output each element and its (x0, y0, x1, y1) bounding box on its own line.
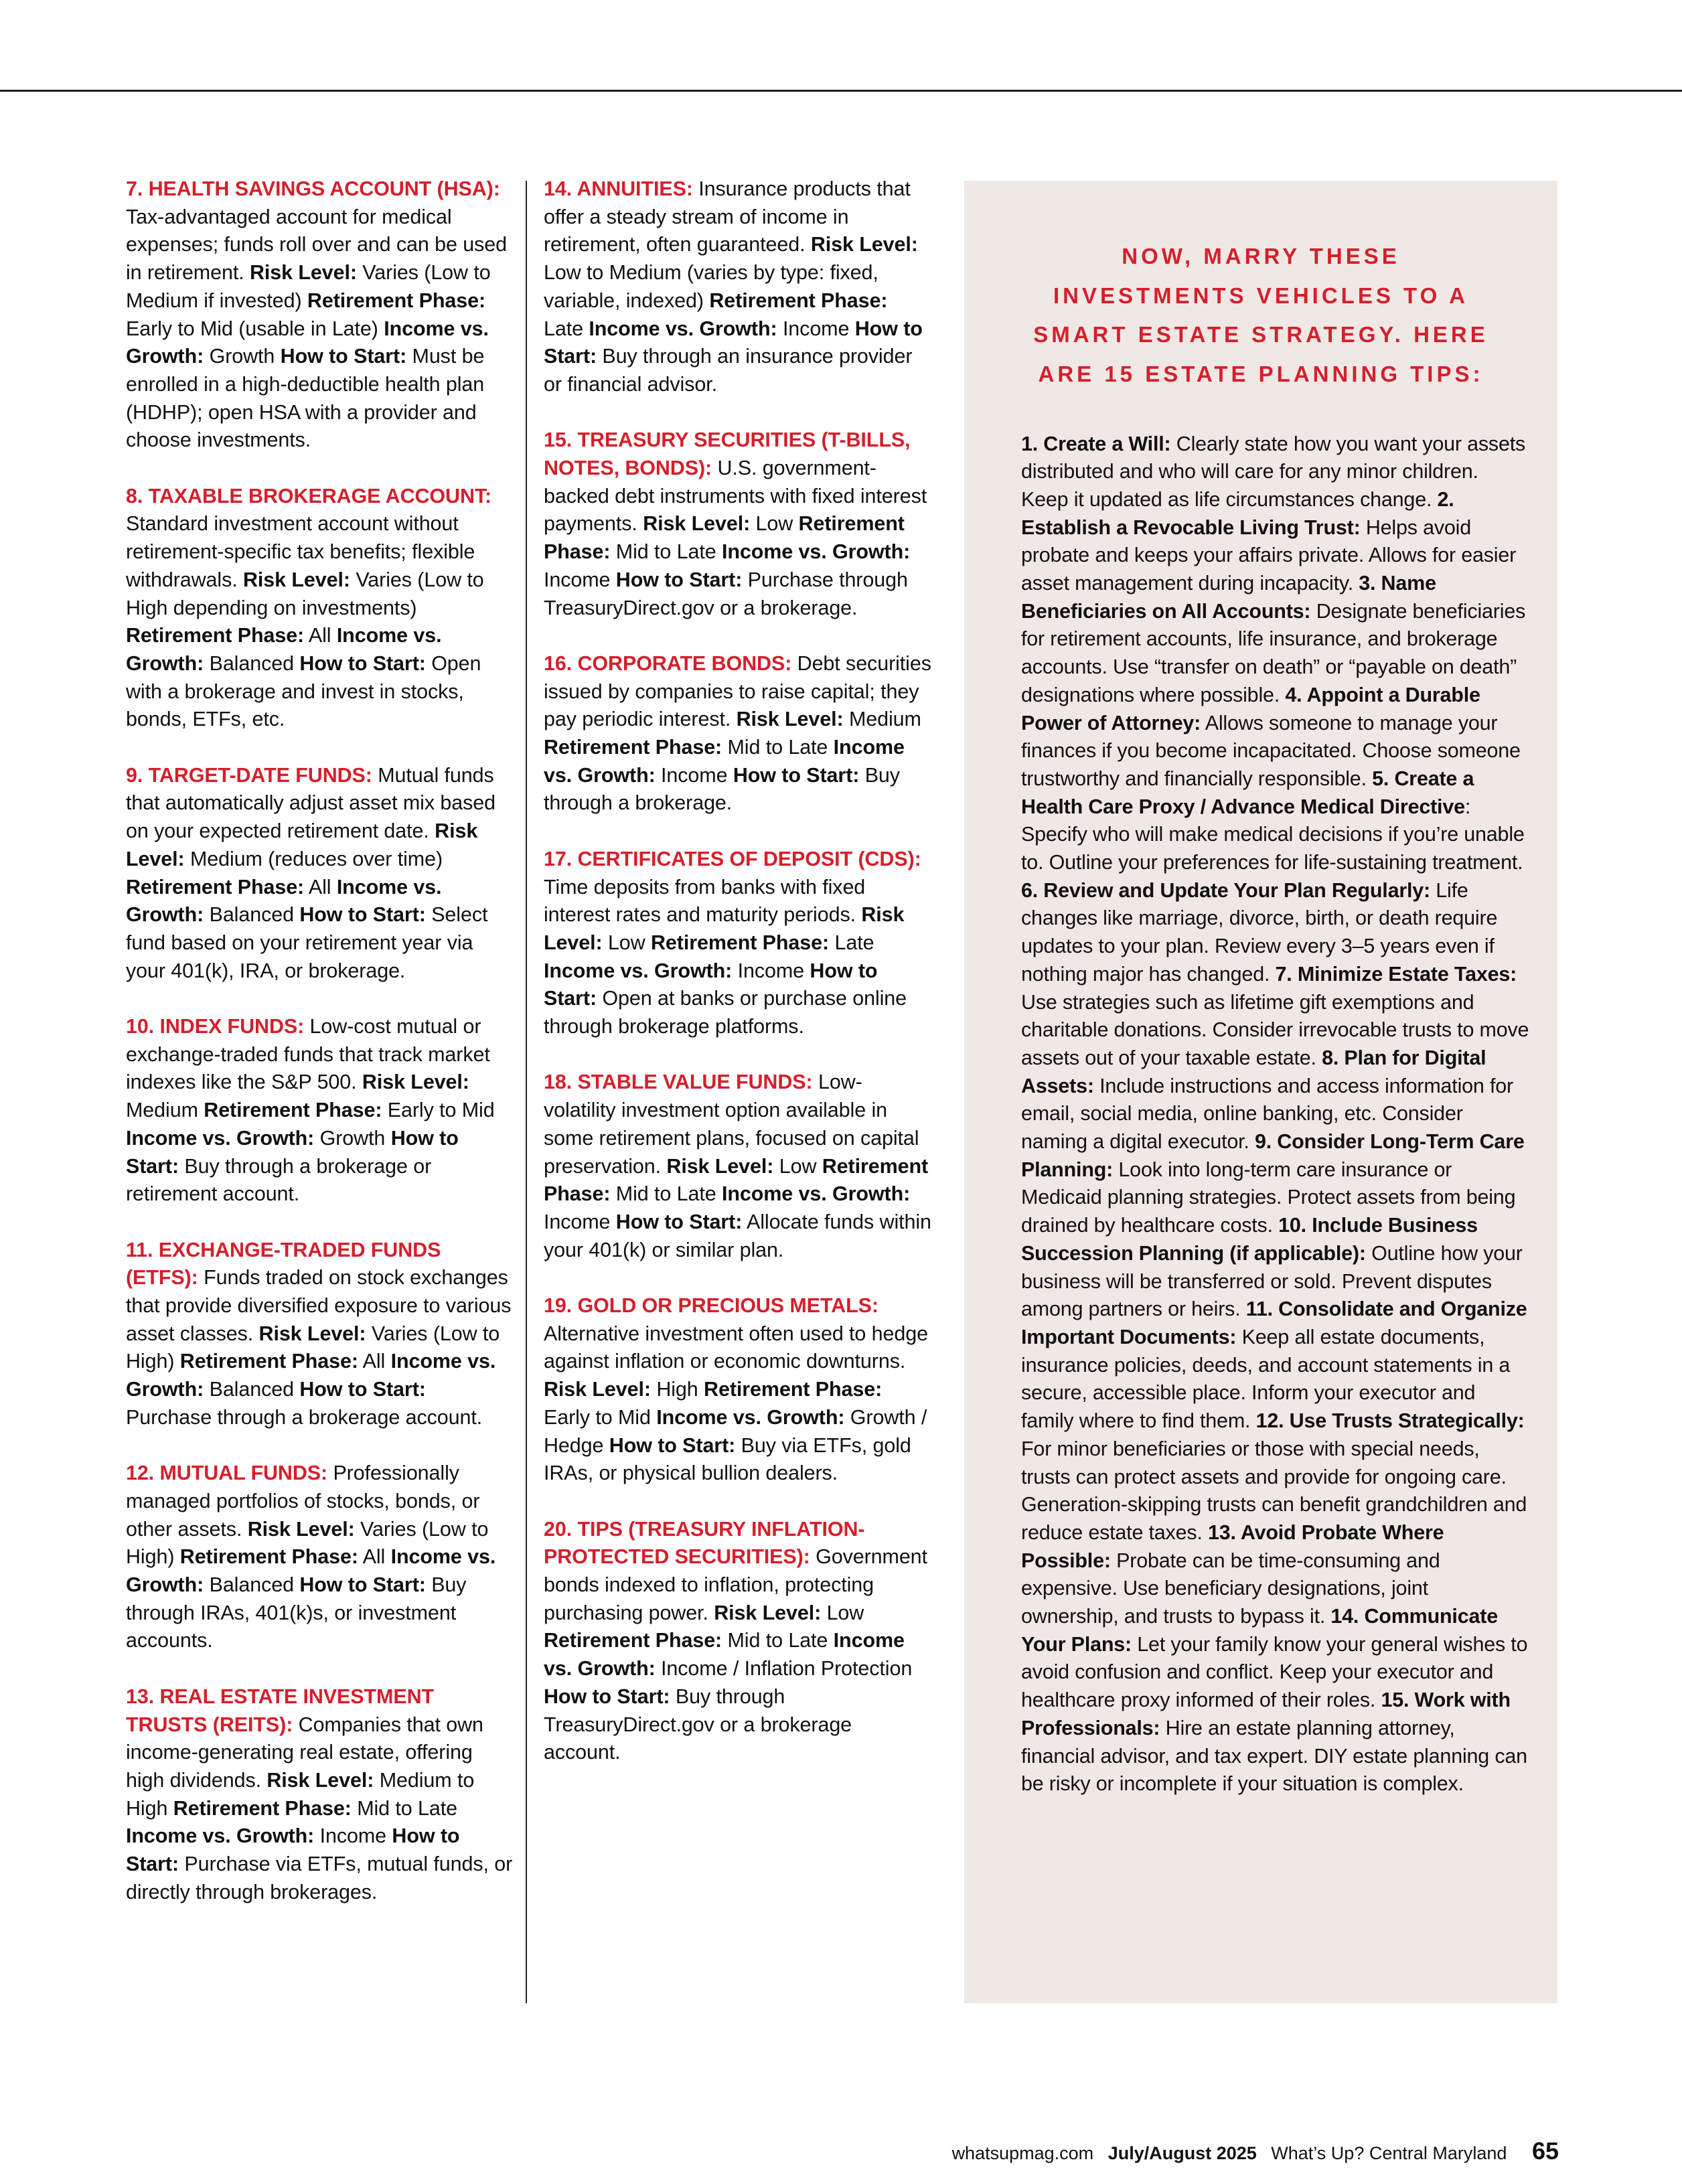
how-to-start-value: Purchase via ETFs, mutual funds, or directly through brokerages. (126, 1853, 513, 1903)
income-growth-value: Income / Inflation Protection (661, 1657, 913, 1681)
phase-value: Late (834, 931, 874, 954)
how-to-start-label: How to Start: (733, 763, 860, 787)
tip-text: Use strategies such as lifetime gift exemptions and charitable donations. Consider irrevocable trusts to move assets out of your taxable estate. (1021, 990, 1529, 1069)
entry-title: 18. STABLE VALUE FUNDS: (544, 1071, 813, 1094)
income-growth-value: Growth (319, 1126, 386, 1150)
income-growth-label: Income vs. Growth: (126, 1350, 496, 1401)
tip-title: 11. Consolidate and Organize Important Documents: (1021, 1298, 1527, 1348)
phase-label: Retirement Phase: (179, 1350, 358, 1373)
phase-value: Early to Mid (387, 1099, 495, 1122)
risk-label: Risk Level: (247, 1517, 355, 1541)
investment-entry (126, 762, 514, 986)
risk-label: Risk Level: (666, 1154, 774, 1178)
phase-value: Mid to Late (727, 1629, 828, 1652)
how-to-start-label: How to Start: (126, 1824, 460, 1876)
tip-title: 14. Communicate Your Plans: (1021, 1605, 1498, 1656)
column-divider (526, 181, 527, 2003)
how-to-start-label: How to Start: (299, 903, 426, 927)
income-growth-value: Balanced (209, 903, 294, 927)
income-growth-value: Balanced (209, 1378, 294, 1401)
risk-value: Low (826, 1601, 864, 1624)
how-to-start-label: How to Start: (126, 1126, 459, 1178)
risk-value: Medium (126, 1099, 198, 1122)
how-to-start-label: How to Start: (299, 651, 426, 675)
entry-description: Low-cost mutual or exchange-traded funds that track market indexes like the S&P 500. (126, 1015, 490, 1094)
risk-label: Risk Level: (643, 512, 751, 536)
tip-title: 9. Consider Long-Term Care Planning: (1021, 1130, 1525, 1181)
income-growth-label: Income vs. Growth: (544, 736, 905, 787)
risk-value: Varies (Low to Medium if invested) (126, 261, 491, 312)
entry-description: Time deposits from banks with fixed interest rates and maturity periods. (544, 875, 866, 927)
tip-text: Include instructions and access information for email, social media, online banking, etc. Consider naming a digital executor. (1021, 1074, 1513, 1154)
risk-label: Risk Level: (266, 1768, 374, 1792)
entry-description: Low-volatility investment option available in some retirement plans, focused on capital preservation. (544, 1071, 919, 1178)
phase-value: All (362, 1545, 386, 1569)
phase-label: Retirement Phase: (709, 289, 888, 312)
risk-label: Risk Level: (362, 1071, 469, 1094)
investment-entry (126, 1237, 514, 1432)
phase-value: Mid to Late (615, 1182, 716, 1206)
income-growth-value: Income (737, 959, 805, 982)
phase-value: Late (544, 317, 583, 340)
income-growth-value: Balanced (209, 1573, 294, 1597)
income-growth-label: Income vs. Growth: (126, 875, 442, 927)
entry-description: Standard investment account without retirement-specific tax benefits; flexible withdrawals. (126, 512, 475, 591)
phase-label: Retirement Phase: (126, 624, 305, 647)
phase-label: Retirement Phase: (650, 931, 830, 954)
tip-title: 2. Establish a Revocable Living Trust: (1021, 487, 1454, 539)
entry-title: 15. TREASURY SECURITIES (T-BILLS, NOTES, BONDS): (544, 428, 911, 480)
tip-title: 4. Appoint a Durable Power of Attorney: (1021, 683, 1480, 734)
investment-entry (126, 483, 514, 734)
phase-label: Retirement Phase: (204, 1099, 382, 1122)
income-growth-label: Income vs. Growth: (126, 1824, 315, 1848)
entry-title: 13. REAL ESTATE INVESTMENT TRUSTS (REITS): (126, 1685, 435, 1736)
phase-value: Mid to Late (615, 540, 716, 564)
risk-label: Risk Level: (714, 1601, 822, 1624)
entry-title: 19. GOLD OR PRECIOUS METALS: (544, 1294, 878, 1318)
footer-publication: What’s Up? Central Maryland (1271, 2143, 1507, 2163)
income-growth-label: Income vs. Growth: (126, 1545, 496, 1597)
tip-title: 3. Name Beneficiaries on All Accounts: (1021, 572, 1436, 623)
investment-entry (544, 175, 932, 399)
how-to-start-value: Purchase through a brokerage account. (126, 1405, 483, 1429)
estate-tips-sidebar (964, 181, 1557, 2003)
tip-title: 13. Avoid Probate Where Possible: (1021, 1520, 1444, 1572)
how-to-start-value: Purchase through TreasuryDirect.gov or a brokerage. (544, 568, 908, 619)
phase-value: Early to Mid (usable in Late) (126, 317, 378, 340)
investment-entry (126, 1013, 514, 1208)
income-growth-label: Income vs. Growth: (721, 540, 911, 564)
entry-title: 10. INDEX FUNDS: (126, 1015, 305, 1038)
income-growth-value: Income (544, 568, 611, 591)
how-to-start-value: Select fund based on your retirement year via your 401(k), IRA, or brokerage. (126, 903, 488, 982)
how-to-start-value: Allocate funds within your 401(k) or similar plan. (544, 1210, 931, 1261)
income-growth-value: Income (319, 1824, 387, 1848)
tip-text: Designate beneficiaries for retirement accounts, life insurance, and brokerage accounts. Use “transfer on death” or “payable on death” designations where possible. (1021, 599, 1526, 706)
entry-description: U.S. government-backed debt instruments with fixed interest payments. (544, 457, 927, 536)
entry-description: Debt securities issued by companies to raise capital; they pay periodic interest. (544, 651, 931, 731)
entry-title: 12. MUTUAL FUNDS: (126, 1462, 328, 1485)
risk-label: Risk Level: (544, 1378, 651, 1401)
risk-value: Varies (Low to High) (126, 1517, 489, 1569)
investment-entry (126, 175, 514, 455)
how-to-start-value: Buy via ETFs, gold IRAs, or physical bullion dealers. (544, 1433, 911, 1485)
tip-title: 15. Work with Professionals: (1021, 1689, 1511, 1739)
investment-entry (544, 846, 932, 1041)
risk-value: Low to Medium (varies by type: fixed, variable, indexed) (544, 261, 878, 312)
entry-description: Funds traded on stock exchanges that provide diversified exposure to various asset classes. (126, 1266, 512, 1345)
tip-title: 6. Review and Update Your Plan Regularly: (1021, 878, 1431, 902)
phase-value: Mid to Late (357, 1796, 457, 1820)
income-growth-label: Income vs. Growth: (126, 1126, 315, 1150)
column-2 (544, 175, 932, 1795)
phase-label: Retirement Phase: (307, 289, 486, 312)
risk-value: Medium to High (126, 1768, 475, 1820)
investment-entry (126, 1460, 514, 1655)
how-to-start-value: Must be enrolled in a high-deductible health plan (HDHP); open HSA with a provider and choose investments. (126, 345, 485, 452)
how-to-start-label: How to Start: (615, 1210, 743, 1233)
income-growth-label: Income vs. Growth: (544, 959, 733, 982)
risk-value: Low (779, 1154, 817, 1178)
phase-value: All (362, 1350, 386, 1373)
how-to-start-value: Open at banks or purchase online through brokerage platforms. (544, 987, 907, 1038)
how-to-start-value: Buy through a brokerage. (544, 763, 900, 815)
tip-text: Look into long-term care insurance or Medicaid planning strategies. Protect assets from being drained by healthcare costs. (1021, 1158, 1516, 1237)
entry-title: 8. TAXABLE BROKERAGE ACCOUNT: (126, 484, 492, 508)
entry-title: 20. TIPS (TREASURY INFLATION-PROTECTED SECURITIES): (544, 1517, 865, 1569)
phase-label: Retirement Phase: (544, 1629, 722, 1652)
tip-text: Life changes like marriage, divorce, birth, or death require updates to your plan. Review every 3–5 years even if nothing major has changed. (1021, 878, 1498, 986)
income-growth-label: Income vs. Growth: (721, 1182, 911, 1206)
tip-title: 7. Minimize Estate Taxes: (1275, 962, 1517, 986)
risk-value: Medium (reduces over time) (189, 847, 443, 870)
risk-value: Varies (Low to High depending on investments) (126, 568, 484, 619)
tip-text: Helps avoid probate and keeps your affairs private. Allows for easier asset management during incapacity. (1021, 516, 1517, 595)
income-growth-value: Income (782, 317, 850, 340)
phase-label: Retirement Phase: (126, 875, 305, 899)
phase-label: Retirement Phase: (544, 512, 905, 564)
estate-tips-text (1021, 431, 1530, 1798)
risk-value: Low (607, 931, 645, 954)
how-to-start-value: Buy through an insurance provider or financial advisor. (544, 345, 913, 396)
income-growth-value: Growth (209, 345, 275, 368)
income-growth-label: Income vs. Growth: (544, 1629, 905, 1681)
investment-entry (544, 650, 932, 817)
how-to-start-label: How to Start: (544, 1685, 670, 1708)
entry-description: Mutual funds that automatically adjust asset mix based on your expected retirement date. (126, 763, 495, 843)
investment-entry (544, 426, 932, 622)
entry-description: Insurance products that offer a steady stream of income in retirement, often guaranteed. (544, 177, 911, 256)
how-to-start-value: Open with a brokerage and invest in stocks, bonds, ETFs, etc. (126, 651, 481, 731)
risk-label: Risk Level: (544, 903, 905, 954)
phase-label: Retirement Phase: (173, 1796, 352, 1820)
sidebar-heading-line: INVESTMENTS VEHICLES TO A (1053, 283, 1469, 308)
how-to-start-value: Buy through a brokerage or retirement account. (126, 1154, 432, 1206)
tip-title: 12. Use Trusts Strategically: (1255, 1409, 1525, 1433)
tip-text: Allows someone to manage your finances if you become incapacitated. Choose someone trustworthy and financially responsible. (1021, 711, 1521, 790)
how-to-start-value: Buy through IRAs, 401(k)s, or investment accounts. (126, 1573, 467, 1652)
tip-text: Clearly state how you want your assets distributed and who will care for any minor children. Keep it updated as life circumstances change. (1021, 432, 1526, 511)
risk-value: Low (755, 512, 793, 536)
phase-label: Retirement Phase: (544, 736, 722, 759)
tip-text: : Specify who will make medical decisions if you’re unable to. Outline your preferences for life-sustaining treatment. (1021, 795, 1525, 874)
tip-text: Let your family know your general wishes to avoid confusion and conflict. Keep your executor and healthcare proxy informed of their roles. (1021, 1632, 1528, 1712)
income-growth-value: Balanced (209, 651, 294, 675)
phase-value: Mid to Late (727, 736, 828, 759)
investment-entry (544, 1069, 932, 1264)
how-to-start-label: How to Start: (299, 1378, 426, 1401)
how-to-start-label: How to Start: (280, 345, 407, 368)
income-growth-value: Growth / Hedge (544, 1405, 927, 1457)
investment-entry (126, 1683, 514, 1907)
how-to-start-label: How to Start: (615, 568, 743, 591)
column-1 (126, 175, 514, 1934)
risk-label: Risk Level: (249, 261, 357, 285)
top-rule (0, 90, 1682, 92)
phase-value: All (308, 875, 331, 899)
risk-label: Risk Level: (258, 1322, 366, 1345)
investment-entry (544, 1292, 932, 1488)
investment-entry (544, 1516, 932, 1767)
footer-issue-date: July/August 2025 (1107, 2143, 1257, 2163)
how-to-start-label: How to Start: (544, 959, 878, 1010)
sidebar-heading-line: NOW, MARRY THESE (1122, 244, 1400, 268)
entry-description: Companies that own income-generating real estate, offering high dividends. (126, 1713, 483, 1792)
page-footer (952, 2137, 1559, 2165)
tip-text: Outline how your business will be transferred or sold. Prevent disputes among partners or heirs. (1021, 1241, 1523, 1321)
entry-title: 11. EXCHANGE-TRADED FUNDS (ETFS): (126, 1238, 441, 1290)
risk-value: High (656, 1378, 698, 1401)
phase-label: Retirement Phase: (704, 1378, 883, 1401)
entry-title: 17. CERTIFICATES OF DEPOSIT (CDS): (544, 847, 921, 870)
phase-label: Retirement Phase: (544, 1154, 929, 1206)
how-to-start-label: How to Start: (609, 1433, 736, 1457)
income-growth-label: Income vs. Growth: (589, 317, 777, 340)
how-to-start-label: How to Start: (299, 1573, 426, 1597)
tip-text: Hire an estate planning attorney, financial advisor, and tax expert. DIY estate planning can be risky or incomplete if your situation is complex. (1021, 1716, 1527, 1796)
entry-description: Tax-advantaged account for medical expenses; funds roll over and can be used in retirement. (126, 205, 507, 285)
risk-label: Risk Level: (810, 233, 918, 256)
income-growth-value: Income (661, 763, 728, 787)
entry-description: Professionally managed portfolios of stocks, bonds, or other assets. (126, 1462, 480, 1541)
sidebar-heading-line: SMART ESTATE STRATEGY. HERE (1033, 322, 1488, 347)
tip-text: Probate can be time-consuming and expensive. Use beneficiary designations, joint ownership, and trusts to bypass it. (1021, 1549, 1440, 1628)
risk-label: Risk Level: (126, 820, 478, 870)
income-growth-label: Income vs. Growth: (126, 624, 442, 675)
risk-value: Varies (Low to High) (126, 1322, 500, 1373)
entry-title: 9. TARGET-DATE FUNDS: (126, 763, 372, 787)
how-to-start-value: Buy through TreasuryDirect.gov or a brokerage account. (544, 1685, 852, 1764)
tip-title: 1. Create a Will: (1021, 432, 1171, 455)
tip-title: 8. Plan for Digital Assets: (1021, 1046, 1486, 1097)
entry-title: 7. HEALTH SAVINGS ACCOUNT (HSA): (126, 177, 500, 200)
entry-title: 14. ANNUITIES: (544, 177, 693, 200)
sidebar-heading (964, 237, 1557, 394)
risk-label: Risk Level: (736, 708, 844, 731)
income-growth-value: Income (544, 1210, 611, 1233)
tip-text: For minor beneficiaries or those with special needs, trusts can protect assets and provide for ongoing care. Generation-skipping trusts can benefit grandchildren and reduce estate taxes. (1021, 1437, 1527, 1544)
entry-title: 16. CORPORATE BONDS: (544, 651, 792, 675)
how-to-start-label: How to Start: (544, 317, 923, 368)
footer-website: whatsupmag.com (951, 2143, 1094, 2163)
tip-title: 5. Create a Health Care Proxy / Advance Medical Directive (1021, 767, 1474, 818)
entry-description: Government bonds indexed to inflation, protecting purchasing power. (544, 1545, 927, 1624)
tip-text: Keep all estate documents, insurance policies, deeds, and account statements in a secure, accessible place. Inform your executor and family where to find them. (1021, 1326, 1511, 1433)
income-growth-label: Income vs. Growth: (126, 317, 489, 368)
risk-label: Risk Level: (243, 568, 350, 591)
risk-value: Medium (848, 708, 921, 731)
entry-description: Alternative investment often used to hedge against inflation or economic downturns. (544, 1322, 928, 1373)
sidebar-heading-line: ARE 15 ESTATE PLANNING TIPS: (1038, 361, 1484, 386)
income-growth-label: Income vs. Growth: (656, 1405, 845, 1429)
phase-label: Retirement Phase: (179, 1545, 358, 1569)
tip-title: 10. Include Business Succession Planning (if applicable): (1021, 1214, 1478, 1265)
page-number: 65 (1531, 2137, 1559, 2165)
phase-value: Early to Mid (544, 1405, 651, 1429)
phase-value: All (308, 624, 331, 647)
